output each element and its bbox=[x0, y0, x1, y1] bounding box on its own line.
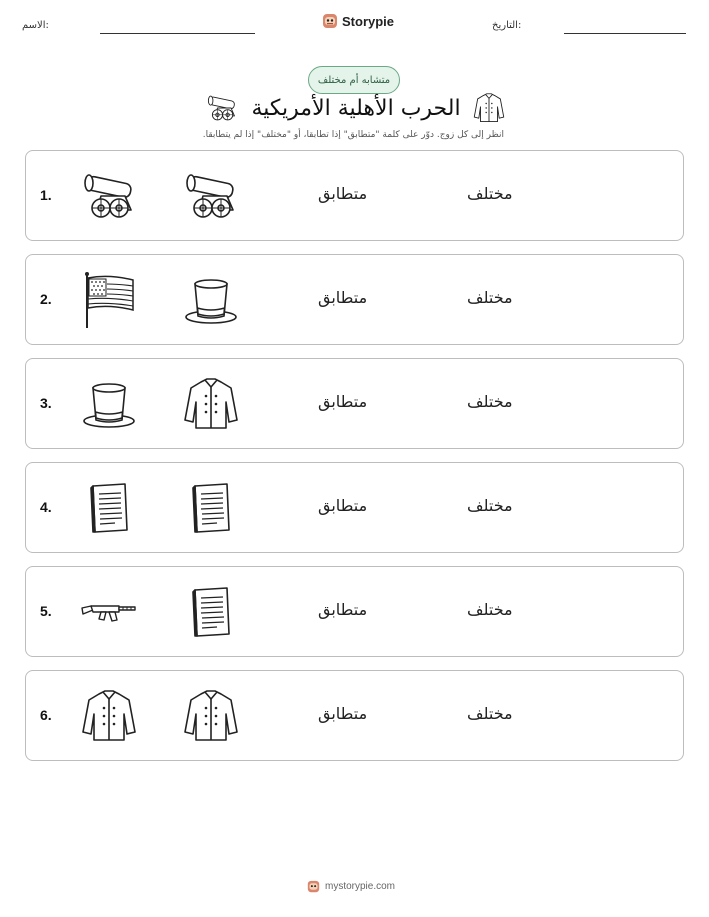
option-same[interactable]: متطابق bbox=[318, 392, 368, 411]
row-number: 4. bbox=[40, 499, 52, 515]
option-same[interactable]: متطابق bbox=[318, 600, 368, 619]
pair-row bbox=[25, 150, 684, 241]
pair-picture bbox=[181, 686, 241, 746]
pair-picture bbox=[79, 270, 139, 330]
pair-row bbox=[25, 358, 684, 449]
uniform-coat-icon bbox=[79, 686, 139, 746]
option-same[interactable]: متطابق bbox=[318, 704, 368, 723]
name-label: الاسم: bbox=[22, 20, 49, 31]
pair-picture bbox=[181, 270, 241, 330]
option-different[interactable]: مختلف bbox=[467, 392, 513, 411]
row-number: 6. bbox=[40, 707, 52, 723]
option-different[interactable]: مختلف bbox=[467, 288, 513, 307]
option-same[interactable]: متطابق bbox=[318, 184, 368, 203]
option-different[interactable]: مختلف bbox=[467, 184, 513, 203]
row-number: 2. bbox=[40, 291, 52, 307]
top-hat-icon bbox=[79, 374, 139, 434]
cannon-icon bbox=[204, 91, 240, 125]
instructions: انظر إلى كل زوج. دوّر على كلمة "متطابق" إذا تطابقا، أو "مختلف" إذا لم يتطابقا. bbox=[202, 130, 504, 140]
pair-picture bbox=[79, 478, 139, 538]
storypie-mascot-icon bbox=[322, 12, 338, 30]
pair-picture bbox=[181, 582, 241, 642]
pair-row bbox=[25, 254, 684, 345]
pair-picture bbox=[79, 582, 139, 642]
pair-picture bbox=[181, 478, 241, 538]
flag-icon bbox=[79, 270, 139, 330]
pair-picture bbox=[79, 166, 139, 226]
name-line[interactable] bbox=[100, 33, 255, 34]
storypie-mascot-icon bbox=[307, 879, 320, 894]
document-icon bbox=[181, 478, 241, 538]
footer bbox=[307, 879, 395, 894]
option-same[interactable]: متطابق bbox=[318, 496, 368, 515]
pair-row bbox=[25, 462, 684, 553]
uniform-coat-icon bbox=[472, 91, 506, 125]
uniform-coat-icon bbox=[181, 686, 241, 746]
brand-logo bbox=[322, 12, 394, 30]
pair-row bbox=[25, 670, 684, 761]
pair-picture bbox=[79, 686, 139, 746]
pair-picture bbox=[181, 166, 241, 226]
option-same[interactable]: متطابق bbox=[318, 288, 368, 307]
cannon-icon bbox=[181, 166, 241, 226]
pair-row bbox=[25, 566, 684, 657]
row-number: 3. bbox=[40, 395, 52, 411]
page-title: الحرب الأهلية الأمريكية bbox=[251, 95, 461, 121]
top-hat-icon bbox=[181, 270, 241, 330]
option-different[interactable]: مختلف bbox=[467, 600, 513, 619]
row-number: 5. bbox=[40, 603, 52, 619]
document-icon bbox=[79, 478, 139, 538]
footer-site: mystorypie.com bbox=[325, 881, 396, 892]
row-number: 1. bbox=[40, 187, 52, 203]
date-line[interactable] bbox=[564, 33, 686, 34]
rifle-icon bbox=[79, 582, 139, 642]
worksheet-type-badge: متشابه أم مختلف bbox=[308, 66, 400, 94]
pair-picture bbox=[79, 374, 139, 434]
cannon-icon bbox=[79, 166, 139, 226]
brand-name: Storypie bbox=[342, 13, 395, 29]
date-label: التاريخ: bbox=[492, 20, 522, 31]
document-icon bbox=[181, 582, 241, 642]
pair-picture bbox=[181, 374, 241, 434]
option-different[interactable]: مختلف bbox=[467, 704, 513, 723]
option-different[interactable]: مختلف bbox=[467, 496, 513, 515]
title-row bbox=[204, 88, 506, 128]
uniform-coat-icon bbox=[181, 374, 241, 434]
